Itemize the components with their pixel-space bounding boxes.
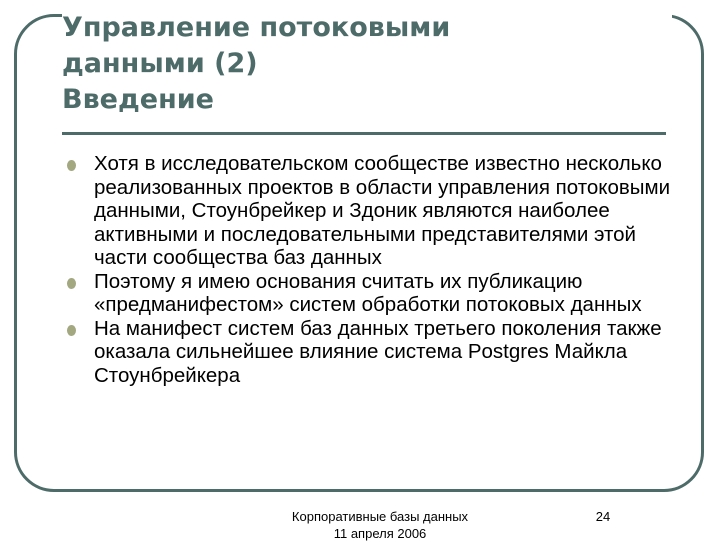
bullet-text: Хотя в исследовательском сообществе известно несколько реализованных проектов в области управления потоковыми данными, Стоунбрейкер и Здоник являются наиболее активными и последовательными представителями этой части сообщества баз данных: [94, 152, 671, 269]
bullet-item: [62, 152, 682, 270]
bullet-icon: [67, 325, 76, 336]
slide-footer: [240, 508, 520, 542]
title-divider: [62, 132, 666, 135]
title-line: данными (2): [62, 48, 258, 79]
bullet-text: На манифест систем баз данных третьего поколения также оказала сильнейшее влияние система Postgres Майкла Стоунбрейкера: [94, 316, 662, 387]
bullet-item: [62, 270, 682, 317]
bullet-list: [62, 152, 682, 387]
slide-title: [62, 10, 672, 118]
bullet-icon: [67, 278, 76, 289]
footer-line: Корпоративные базы данных: [291, 509, 469, 524]
bullet-item: [62, 317, 682, 388]
title-line: Введение: [62, 84, 214, 115]
bullet-icon: [67, 160, 76, 171]
page-number: 24: [595, 509, 611, 524]
title-line: Управление потоковыми: [62, 12, 451, 43]
footer-line: 11 апреля 2006: [333, 526, 427, 541]
bullet-text: Поэтому я имею основания считать их публикацию «предманифестом» систем обработки потоковых данных: [94, 269, 642, 316]
